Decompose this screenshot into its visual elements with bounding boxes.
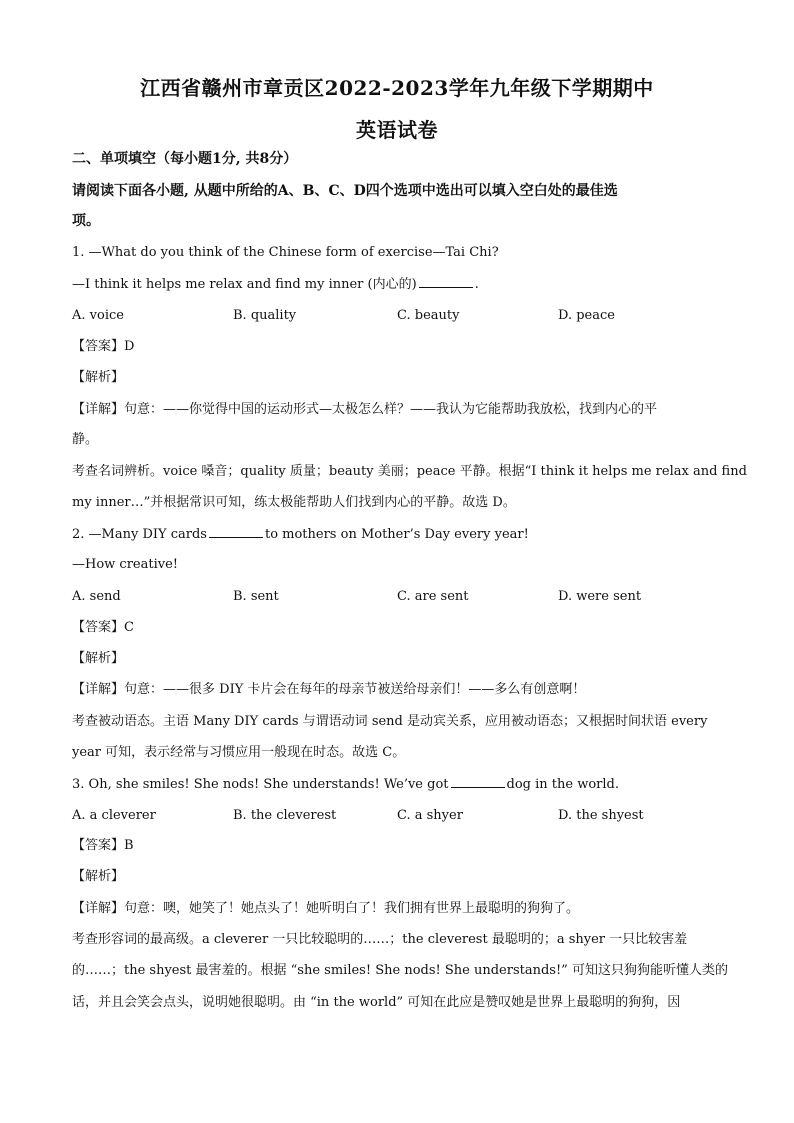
question-2-detail-1 xyxy=(72,681,722,699)
detail-text: 句意：——很多 DIY 卡片会在每年的母亲节被送给母亲们！——多么有创意啊！ xyxy=(124,682,586,697)
instruction-line2: 项。 xyxy=(72,213,100,229)
question-1-detail-3: 考查名词辨析。voice 嗓音；quality 质量；beauty 美丽；peace 平静。根据“I think it helps me relax and find xyxy=(72,464,747,479)
question-3-option-b: B. the cleverest xyxy=(233,808,337,823)
question-3-answer xyxy=(72,837,722,855)
detail-text: 句意：噢，她笑了！她点头了！她听明白了！我们拥有世界上最聪明的狗狗了。 xyxy=(124,901,580,916)
answer-label: 【答案】 xyxy=(72,838,125,853)
question-3-option-a: A. a cleverer xyxy=(72,808,156,823)
question-1-text: 1. —What do you think of the Chinese form of exercise—Tai Chi? xyxy=(72,245,499,260)
question-3-text-post: dog in the world. xyxy=(506,777,619,792)
question-2-option-c: C. are sent xyxy=(397,589,469,604)
question-1-option-a: A. voice xyxy=(72,308,124,323)
question-3-text-pre: 3. Oh, she smiles! She nods! She understands! We’ve got xyxy=(72,777,449,792)
question-2-option-b: B. sent xyxy=(233,589,279,604)
question-1-reply-text: —I think it helps me relax and find my inner (内心的) xyxy=(72,277,417,292)
question-3-detail-4: 话，并且会笑会点头，说明她很聪明。由 “in the world” 可知在此应是赞叹她是世界上最聪明的狗狗，因 xyxy=(72,995,681,1010)
question-3-analysis-label: 【解析】 xyxy=(72,869,125,884)
answer-value: B xyxy=(124,838,134,853)
question-1-option-c: C. beauty xyxy=(397,308,460,323)
question-2-option-d: D. were sent xyxy=(558,589,642,604)
answer-value: D xyxy=(124,339,135,354)
section-heading: 二、单项填空（每小题1分, 共8分） xyxy=(72,151,298,167)
question-2-detail-3: year 可知，表示经常与习惯应用一般现在时态。故选 C。 xyxy=(72,745,406,760)
question-3-detail-2: 考查形容词的最高级。a cleverer 一只比较聪明的……；the cleverest 最聪明的；a shyer 一只比较害羞 xyxy=(72,932,688,947)
detail-label: 【详解】 xyxy=(72,682,125,697)
question-2-text-pre: 2. —Many DIY cards xyxy=(72,527,207,542)
document-title-line1: 江西省赣州市章贡区2022-2023学年九年级下学期期中 xyxy=(140,76,654,100)
question-1-reply xyxy=(72,275,722,294)
answer-blank xyxy=(209,525,263,538)
question-2-option-a: A. send xyxy=(72,589,121,604)
question-1-reply-end: . xyxy=(474,277,479,292)
question-1-detail-1 xyxy=(72,401,722,419)
answer-label: 【答案】 xyxy=(72,339,125,354)
question-1-detail-4: my inner…”并根据常识可知，练太极能帮助人们找到内心的平静。故选 D。 xyxy=(72,495,516,510)
question-3-detail-3: 的……；the shyest 最害羞的。根据 “she smiles! She nods! She understands!” 可知这只狗狗能听懂人类的 xyxy=(72,963,728,978)
instruction-line1: 请阅读下面各小题, 从题中所给的A、B、C、D四个选项中选出可以填入空白处的最佳选 xyxy=(72,183,618,199)
question-2-text xyxy=(72,525,722,544)
question-2-reply: —How creative! xyxy=(72,557,179,572)
question-2-answer xyxy=(72,619,722,637)
document-title-line2: 英语试卷 xyxy=(356,118,438,142)
answer-label: 【答案】 xyxy=(72,620,125,635)
answer-blank xyxy=(419,275,473,288)
detail-label: 【详解】 xyxy=(72,901,125,916)
question-1-option-d: D. peace xyxy=(558,308,615,323)
answer-blank xyxy=(451,775,505,788)
question-1-answer xyxy=(72,338,722,356)
question-3-option-d: D. the shyest xyxy=(558,808,644,823)
question-1-option-b: B. quality xyxy=(233,308,297,323)
question-3-option-c: C. a shyer xyxy=(397,808,463,823)
question-3-text xyxy=(72,775,722,794)
question-2-analysis-label: 【解析】 xyxy=(72,651,125,666)
question-2-text-post: to mothers on Mother’s Day every year! xyxy=(264,527,529,542)
question-1-analysis-label: 【解析】 xyxy=(72,370,125,385)
detail-text: 句意：——你觉得中国的运动形式—太极怎么样？——我认为它能帮助我放松，找到内心的平 xyxy=(124,402,658,417)
detail-label: 【详解】 xyxy=(72,402,125,417)
question-1-detail-2: 静。 xyxy=(72,432,99,447)
answer-value: C xyxy=(124,620,134,635)
question-3-detail-1 xyxy=(72,900,722,918)
question-2-detail-2: 考查被动语态。主语 Many DIY cards 与谓语动词 send 是动宾关系，应用被动语态；又根据时间状语 every xyxy=(72,714,708,729)
